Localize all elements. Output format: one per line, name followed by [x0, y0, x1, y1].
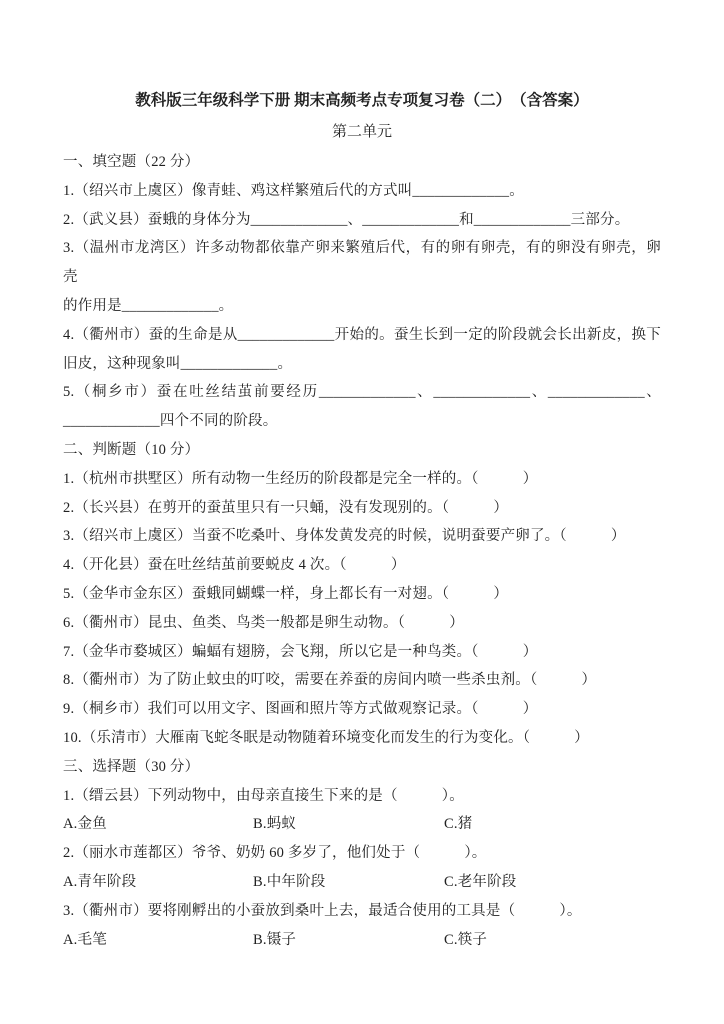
document-title: 教科版三年级科学下册 期末高频考点专项复习卷（二） （含答案） — [135, 92, 589, 109]
choice-question-1-option-a: A.金鱼 — [63, 816, 107, 833]
choice-question-2-option-a: A.青年阶段 — [63, 873, 137, 890]
judge-question-2: 2.（长兴县）在剪开的蚕茧里只有一只蛹，没有发现别的。（ ） — [63, 499, 509, 516]
choice-question-2-stem: 2.（丽水市莲都区）爷爷、奶奶 60 多岁了，他们处于（ ）。 — [63, 845, 487, 862]
fill-question-1: 1.（绍兴市上虞区）像青蛙、鸡这样繁殖后代的方式叫_____________。 — [63, 182, 524, 199]
fill-question-3-line-1: 3.（温州市龙湾区）许多动物都依靠产卵来繁殖后代，有的卵有卵壳，有的卵没有卵壳，卵壳 — [63, 240, 661, 286]
choice-question-3-stem: 3.（衢州市）要将刚孵出的小蚕放到桑叶上去，最适合使用的工具是（ ）。 — [63, 902, 582, 919]
choice-question-1-options-row — [63, 810, 661, 839]
fill-question-4-line-2: 旧皮，这种现象叫_____________。 — [63, 355, 293, 372]
exam-content — [63, 86, 661, 954]
choice-question-2-options-row — [63, 868, 661, 897]
choice-question-3-option-c: C.筷子 — [444, 931, 488, 948]
fill-question-3-line-2: 的作用是_____________。 — [63, 297, 234, 314]
section-heading-true-false: 二、判断题（10 分） — [63, 441, 200, 458]
choice-question-1-option-c: C.猪 — [444, 816, 473, 833]
fill-question-5-line-1: 5.（桐乡市）蚕在吐丝结茧前要经历_____________、_____________、_____________、 — [63, 384, 661, 401]
judge-question-6: 6.（衢州市）昆虫、鱼类、鸟类一般都是卵生动物。（ ） — [63, 614, 464, 631]
judge-question-3: 3.（绍兴市上虞区）当蚕不吃桑叶、身体发黄发亮的时候，说明蚕要产卵了。（ ） — [63, 528, 626, 545]
choice-question-1-option-b: B.蚂蚁 — [253, 816, 297, 833]
section-heading-multiple-choice: 三、选择题（30 分） — [63, 758, 200, 775]
choice-question-3-option-a: A.毛笔 — [63, 931, 107, 948]
judge-question-10: 10.（乐清市）大雁南飞蛇冬眠是动物随着环境变化而发生的行为变化。（ ） — [63, 729, 589, 746]
unit-heading: 第二单元 — [331, 124, 392, 140]
fill-question-2: 2.（武义县）蚕蛾的身体分为_____________、_____________和_____________三部分。 — [63, 211, 630, 228]
judge-question-4: 4.（开化县）蚕在吐丝结茧前要蜕皮 4 次。（ ） — [63, 557, 406, 574]
judge-question-7: 7.（金华市婺城区）蝙蝠有翅膀，会飞翔，所以它是一种鸟类。（ ） — [63, 643, 538, 660]
choice-question-2-option-b: B.中年阶段 — [253, 873, 326, 890]
fill-question-4-line-1: 4.（衢州市）蚕的生命是从_____________开始的。蚕生长到一定的阶段就会长出新皮，换下 — [63, 326, 661, 343]
section-heading-fill-in: 一、填空题（22 分） — [63, 154, 200, 170]
judge-question-9: 9.（桐乡市）我们可以用文字、图画和照片等方式做观察记录。（ ） — [63, 701, 538, 718]
judge-question-1: 1.（杭州市拱墅区）所有动物一生经历的阶段都是完全一样的。（ ） — [63, 470, 538, 487]
judge-question-8: 8.（衢州市）为了防止蚊虫的叮咬，需要在养蚕的房间内喷一些杀虫剂。（ ） — [63, 672, 597, 689]
choice-question-1-stem: 1.（缙云县）下列动物中，由母亲直接生下来的是（ ）。 — [63, 787, 464, 804]
choice-question-3-options-row — [63, 926, 661, 955]
choice-question-3-option-b: B.镊子 — [253, 931, 297, 948]
fill-question-5-line-2: _____________四个不同的阶段。 — [63, 413, 278, 430]
judge-question-5: 5.（金华市金东区）蚕蛾同蝴蝶一样，身上都长有一对翅。（ ） — [63, 585, 509, 602]
choice-question-2-option-c: C.老年阶段 — [444, 873, 517, 890]
